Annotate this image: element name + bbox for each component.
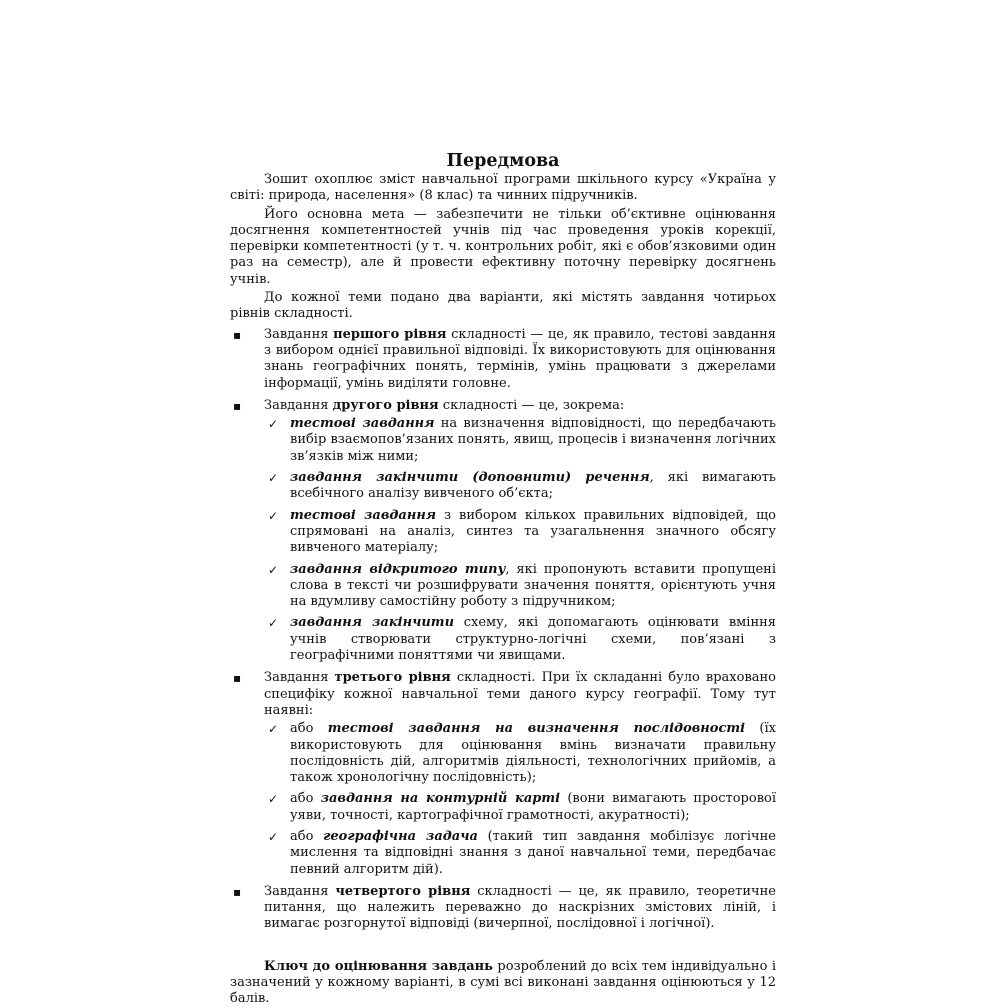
checkmark-icon: ✓ <box>268 792 279 807</box>
level3-task-list <box>264 721 776 878</box>
checkmark-icon: ✓ <box>268 829 279 844</box>
checkmark-icon: ✓ <box>268 616 279 631</box>
level-item-third: ▪ Завдання третього рівня складності. При їх складанні було враховано специфіку кожної навчальної теми даного курсу географії. Тому тут наявні: ✓ або тестові завдання на визначення послідовності (їх використовують для оцінювання вмінь визначати правильну послідовність дій, алгоритмів діяльності, технологічних прийомів, а також хронологічну послідовність); ✓ або завдання на контурній карті (вони вимагають просторової уяви, точності, картографічної грамотності, акуратності); ✓ або географічна задача (такий тип завдання мобілізує логічне мислення та відповідні знання з даної навчальної теми, передбачає певний алгоритм дій). <box>233 670 777 877</box>
preface-page <box>230 150 776 1008</box>
bullet-square-icon: ▪ <box>233 327 242 342</box>
task-type-item: ✓ завдання закінчити схему, які допомагають оцінювати вміння учнів створювати структурно-логічні схеми, пов’язані з географічними поняттями чи явищами. <box>268 615 776 664</box>
level2-task-list <box>264 416 776 664</box>
task-type-item: ✓ тестові завдання з вибором кількох правильних відповідей, що спрямовані на аналіз, синтез та узагальнення значного обсягу вивченого матеріалу; <box>268 507 776 556</box>
bullet-square-icon: ▪ <box>233 671 242 686</box>
checkmark-icon: ✓ <box>268 722 279 737</box>
task-type-item: ✓ або географічна задача (такий тип завдання мобілізує логічне мислення та відповідні знання з даної навчальної теми, передбачає певний алгоритм дій). <box>268 828 776 877</box>
level-name: четвертого рівня <box>335 883 471 899</box>
level-item-second: ▪ Завдання другого рівня складності — це, зокрема: ✓ тестові завдання на визначення відповідності, що передбачають вибір взаємопов’язаних понять, явищ, процесів і визначення логічних зв’язків між ними; ✓ завдання закінчити (доповнити) речення, які вимагають всебічного аналізу вивченого об’єкта; ✓ тестові завдання з вибором кількох правильних відповідей, що спрямовані на аналіз, синтез та узагальнення значного обсягу вивченого матеріалу; ✓ завдання відкритого типу, які пропонують вставити пропущені слова в тексті чи розшифрувати значення поняття, орієнтують учня на вдумливу самостійну роботу з підручником; ✓ завдання закінчити схему, які допомагають оцінювати вміння учнів створювати структурно-логічні схеми, пов’язані з географічними поняттями чи явищами. <box>233 397 777 664</box>
bullet-square-icon: ▪ <box>233 398 242 413</box>
intro-paragraph: До кожної теми подано два варіанти, які містять завдання чотирьох рівнів складності. <box>230 290 776 322</box>
levels-list <box>230 327 776 933</box>
grading-key-title: Ключ до оцінювання завдань <box>264 958 493 974</box>
level-name: другого рівня <box>332 397 439 413</box>
level-item-first: ▪ Завдання першого рівня складності — це, як правило, тестові завдання з вибором однієї правильної відповіді. Їх використовують для оцінювання знань географічних понять, термінів, умінь працювати з джерелами інформації, умінь виділяти головне. <box>233 326 776 391</box>
intro-paragraph: Його основна мета — забезпечити не тільки об’єктивне оцінювання досягнення компетентностей учнів під час проведення уроків корекції, перевірки компетентності (у т. ч. контрольних робіт, які є обов’язковими один раз на семестр), але й провести ефективну поточну перевірку досягнень учнів. <box>230 206 776 287</box>
page-title: Передмова <box>446 151 560 171</box>
checkmark-icon: ✓ <box>268 508 279 523</box>
checkmark-icon: ✓ <box>268 417 279 432</box>
task-type-item: ✓ тестові завдання на визначення відповідності, що передбачають вибір взаємопов’язаних понять, явищ, процесів і визначення логічних зв’язків між ними; <box>268 416 777 464</box>
bullet-square-icon: ▪ <box>233 884 242 899</box>
grading-key-paragraph: Ключ до оцінювання завдань розроблений до всіх тем індивідуально і зазначений у кожному варіанті, в сумі всі виконані завдання оцінюються у 12 балів. <box>230 958 777 1007</box>
checkmark-icon: ✓ <box>268 562 279 577</box>
level-name: першого рівня <box>333 326 447 342</box>
intro-paragraph: Зошит охоплює зміст навчальної програми шкільного курсу «Україна у світі: природа, населення» (8 клас) та чинних підручників. <box>230 172 776 204</box>
level-item-fourth: ▪ Завдання четвертого рівня складності — це, як правило, теоретичне питання, що належить переважно до наскрізних змістових ліній, і вимагає розгорнутої відповіді (вичерпної, послідовної і логічної). <box>233 883 776 932</box>
task-type-item: ✓ або завдання на контурній карті (вони вимагають просторової уяви, точності, картографічної грамотності, акуратності); <box>268 791 776 823</box>
task-type-item: ✓ завдання відкритого типу, які пропонують вставити пропущені слова в тексті чи розшифрувати значення поняття, орієнтують учня на вдумливу самостійну роботу з підручником; <box>268 561 776 610</box>
level-name: третього рівня <box>334 670 451 686</box>
task-type-item: ✓ або тестові завдання на визначення послідовності (їх використовують для оцінювання вмінь визначати правильну послідовність дій, алгоритмів діяльності, технологічних прийомів, а також хронологічну послідовність); <box>268 721 776 786</box>
checkmark-icon: ✓ <box>268 471 279 486</box>
task-type-item: ✓ завдання закінчити (доповнити) речення, які вимагають всебічного аналізу вивченого об’єкта; <box>268 470 776 502</box>
